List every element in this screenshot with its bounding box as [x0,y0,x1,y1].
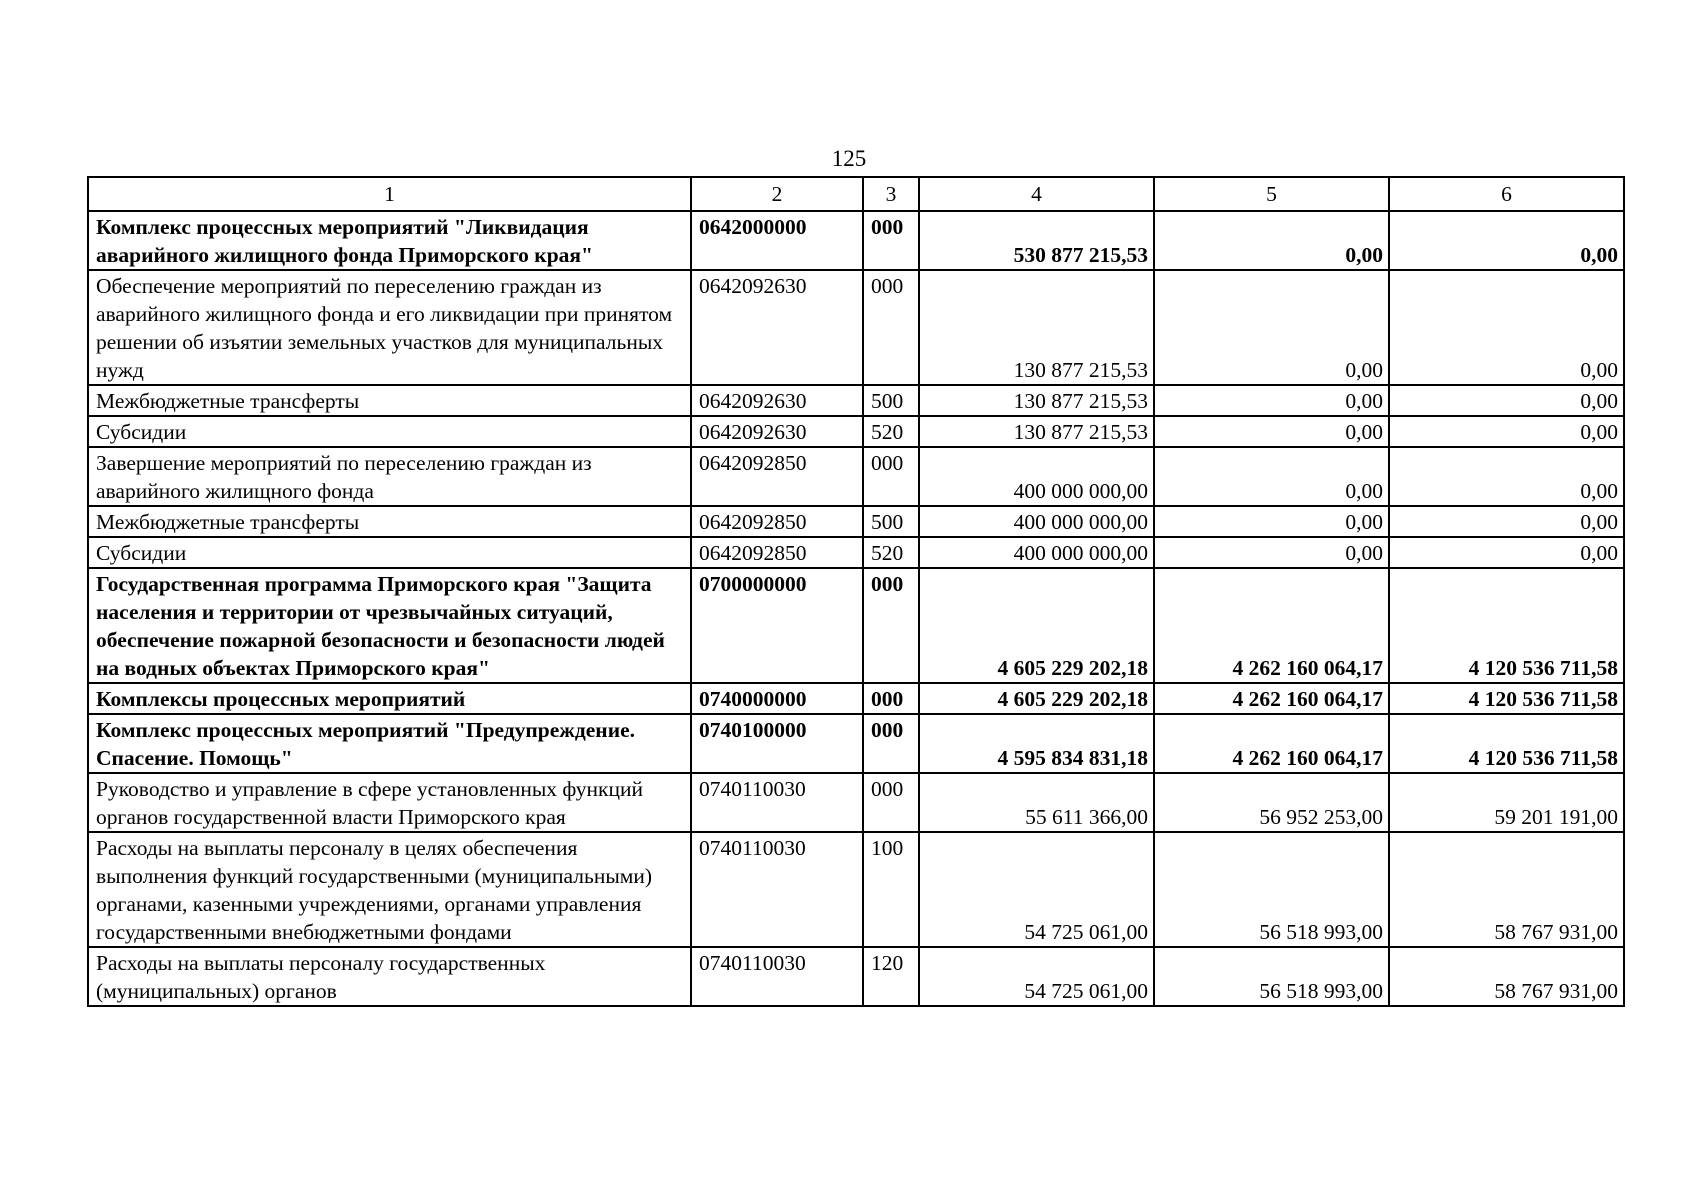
row-name: Межбюджетные трансферты [88,506,691,537]
table-row [88,270,1624,385]
row-value-col5: 56 952 253,00 [1154,773,1389,832]
row-type: 000 [863,211,919,270]
row-type: 000 [863,714,919,773]
column-header: 1 [88,177,691,211]
row-value-col4: 400 000 000,00 [919,537,1154,568]
table-row [88,714,1624,773]
row-value-col6: 0,00 [1389,506,1624,537]
row-value-col4: 130 877 215,53 [919,270,1154,385]
row-type: 000 [863,447,919,506]
row-code: 0642092630 [691,385,863,416]
row-code: 0642092630 [691,270,863,385]
row-type: 520 [863,416,919,447]
row-value-col4: 130 877 215,53 [919,416,1154,447]
row-value-col4: 55 611 366,00 [919,773,1154,832]
row-code: 0642092630 [691,416,863,447]
column-header: 5 [1154,177,1389,211]
row-name: Межбюджетные трансферты [88,385,691,416]
row-type: 000 [863,773,919,832]
column-header: 6 [1389,177,1624,211]
column-header: 4 [919,177,1154,211]
row-value-col4: 4 605 229 202,18 [919,683,1154,714]
row-value-col5: 0,00 [1154,416,1389,447]
table-row [88,947,1624,1006]
row-value-col5: 0,00 [1154,385,1389,416]
row-code: 0642092850 [691,506,863,537]
row-value-col6: 4 120 536 711,58 [1389,683,1624,714]
row-code: 0740110030 [691,773,863,832]
row-value-col4: 4 595 834 831,18 [919,714,1154,773]
table-row [88,447,1624,506]
row-name: Расходы на выплаты персоналу в целях обеспечения выполнения функций государственными (муниципальными) органами, казенными учреждениями, органами управления государственными внебюджетными фондами [88,832,691,947]
row-value-col6: 59 201 191,00 [1389,773,1624,832]
row-code: 0740110030 [691,947,863,1006]
row-code: 0740100000 [691,714,863,773]
row-name: Субсидии [88,537,691,568]
row-value-col5: 0,00 [1154,270,1389,385]
row-type: 520 [863,537,919,568]
row-type: 500 [863,385,919,416]
row-type: 000 [863,270,919,385]
page-number: 125 [831,146,867,171]
row-type: 100 [863,832,919,947]
row-name: Комплексы процессных мероприятий [88,683,691,714]
table-row [88,211,1624,270]
row-value-col5: 56 518 993,00 [1154,947,1389,1006]
column-header: 3 [863,177,919,211]
table-row [88,537,1624,568]
row-value-col5: 0,00 [1154,211,1389,270]
table-row [88,683,1624,714]
row-value-col5: 0,00 [1154,537,1389,568]
row-code: 0642092850 [691,537,863,568]
row-value-col6: 0,00 [1389,211,1624,270]
row-value-col5: 4 262 160 064,17 [1154,683,1389,714]
row-code: 0740000000 [691,683,863,714]
row-type: 000 [863,568,919,683]
row-value-col4: 400 000 000,00 [919,447,1154,506]
row-value-col5: 4 262 160 064,17 [1154,714,1389,773]
row-name: Субсидии [88,416,691,447]
row-value-col5: 4 262 160 064,17 [1154,568,1389,683]
row-value-col6: 58 767 931,00 [1389,947,1624,1006]
row-value-col6: 0,00 [1389,537,1624,568]
row-value-col6: 0,00 [1389,416,1624,447]
row-value-col4: 54 725 061,00 [919,947,1154,1006]
row-value-col6: 4 120 536 711,58 [1389,714,1624,773]
row-value-col6: 58 767 931,00 [1389,832,1624,947]
table-row [88,416,1624,447]
row-value-col4: 130 877 215,53 [919,385,1154,416]
table-header-row [88,177,1624,211]
row-value-col5: 56 518 993,00 [1154,832,1389,947]
row-value-col6: 0,00 [1389,447,1624,506]
row-type: 000 [863,683,919,714]
row-value-col5: 0,00 [1154,506,1389,537]
column-header: 2 [691,177,863,211]
row-code: 0700000000 [691,568,863,683]
row-name: Завершение мероприятий по переселению граждан из аварийного жилищного фонда [88,447,691,506]
table-row [88,385,1624,416]
row-value-col5: 0,00 [1154,447,1389,506]
row-value-col6: 0,00 [1389,270,1624,385]
budget-table [87,176,1625,1007]
table-row [88,773,1624,832]
row-value-col6: 4 120 536 711,58 [1389,568,1624,683]
table-row [88,832,1624,947]
row-name: Обеспечение мероприятий по переселению граждан из аварийного жилищного фонда и его ликвидации при принятом решении об изъятии земельных участков для муниципальных нужд [88,270,691,385]
row-code: 0740110030 [691,832,863,947]
row-name: Государственная программа Приморского края "Защита населения и территории от чрезвычайных ситуаций, обеспечение пожарной безопасности и безопасности людей на водных объектах Приморского края" [88,568,691,683]
row-value-col4: 4 605 229 202,18 [919,568,1154,683]
row-code: 0642092850 [691,447,863,506]
row-value-col6: 0,00 [1389,385,1624,416]
row-name: Комплекс процессных мероприятий "Предупреждение. Спасение. Помощь" [88,714,691,773]
row-value-col4: 530 877 215,53 [919,211,1154,270]
row-type: 500 [863,506,919,537]
row-name: Комплекс процессных мероприятий "Ликвидация аварийного жилищного фонда Приморского края" [88,211,691,270]
row-value-col4: 400 000 000,00 [919,506,1154,537]
row-name: Руководство и управление в сфере установленных функций органов государственной власти Приморского края [88,773,691,832]
row-code: 0642000000 [691,211,863,270]
row-name: Расходы на выплаты персоналу государственных (муниципальных) органов [88,947,691,1006]
row-type: 120 [863,947,919,1006]
row-value-col4: 54 725 061,00 [919,832,1154,947]
table-row [88,506,1624,537]
table-row [88,568,1624,683]
